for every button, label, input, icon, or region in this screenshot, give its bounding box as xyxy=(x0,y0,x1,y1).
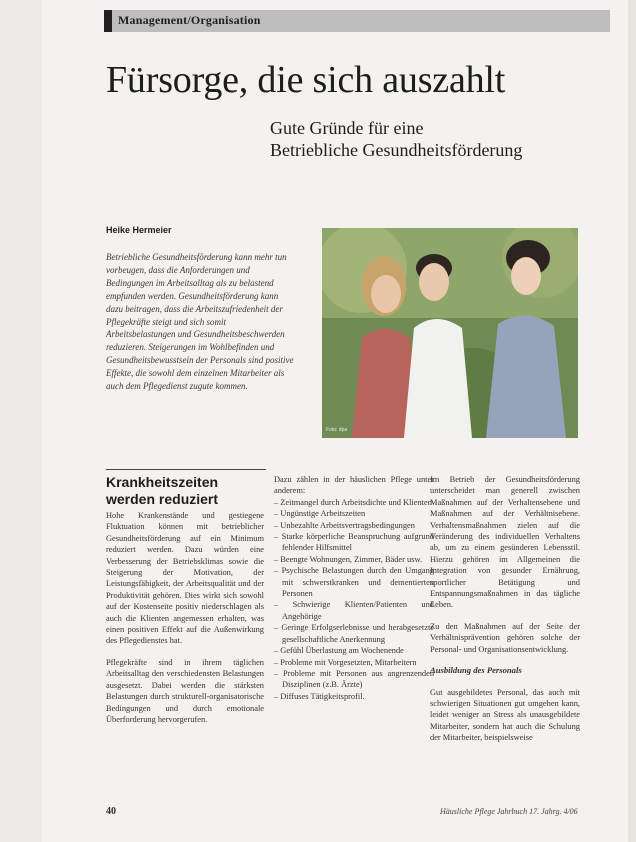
section-rule xyxy=(106,469,266,470)
subsection-heading: Ausbildung des Personals xyxy=(430,665,522,676)
subtitle-line-2: Betriebliche Gesundheitsförderung xyxy=(270,140,523,160)
subtitle-line-1: Gute Gründe für eine xyxy=(270,118,424,138)
paragraph: Im Betrieb der Gesundheitsförderung unterscheidet man generell zwischen Maßnahmen auf der Verhaltensebene und Maßnahmen auf der Verhältnisebene. Verhaltensmaßnahmen zielen auf die Veränderung des individuellen Verhaltens ab, um zu einem gesünderen Lebensstil. Hierzu gehören im Allgemeinen die Integration von gesunder Ernährung, sportlicher Betätigung und Entspannungsmaßnahmen in das tägliche Leben. xyxy=(430,475,580,610)
intro-text: Betriebliche Gesundheitsförderung kann mehr tun vorbeugen, dass die Anforderungen und Bedingungen im Arbeitsalltag als zu belastend empfunden werden. Gesundheitsförderung kann dazu beitragen, dass die Arbeitszufriedenheit der Pflegekräfte steigt und sich somit Arbeitsbelastungen und Gesundheitsbeschwerden reduzieren. Steigerungen im Wohlbefinden und Gesundheitsbewusstsein der Personals sind positive Effekte, die sowohl dem einzelnen Mitarbeiter als auch dem Pflegedienst zugute kommen. xyxy=(106,252,294,392)
list-item: – Probleme mit Personen aus angrenzenden Disziplinen (z.B. Ärzte) xyxy=(274,668,434,691)
article-photo xyxy=(322,228,578,438)
article-subtitle xyxy=(270,117,522,161)
list-item: – Schwierige Klienten/Patienten und Angehörige xyxy=(274,599,434,622)
journal-reference: Häusliche Pflege Jahrbuch 17. Jahrg. 4/06 xyxy=(440,807,578,816)
text-column-1 xyxy=(106,510,264,735)
list-item: – Geringe Erfolgserlebnisse und herabgesetzte gesellschaftliche Anerkennung xyxy=(274,622,434,645)
article-title: Fürsorge, die sich auszahlt xyxy=(106,59,506,101)
text-column-2 xyxy=(274,474,434,702)
author-name: Heike Hermeier xyxy=(106,225,172,235)
list-item: – Gefühl Überlastung am Wochenende xyxy=(274,645,434,656)
list-item: – Zeitmangel durch Arbeitsdichte und Klienten xyxy=(274,497,434,508)
article-intro xyxy=(106,251,296,393)
list-item: – Starke körperliche Beanspruchung aufgrund fehlender Hilfsmittel xyxy=(274,531,434,554)
page-margin-left xyxy=(0,0,42,842)
paragraph: Zu den Maßnahmen auf der Seite der Verhältnisprävention gehören solche der Personal- und Organisationsentwicklung. xyxy=(430,621,580,654)
photo-three-people-running xyxy=(322,228,578,438)
section-header-marker xyxy=(104,10,112,32)
paragraph: Hohe Krankenstände und gestiegene Fluktuation können mit betrieblicher Gesundheitsförderung auf ein Minimum reduziert werden. Dazu würden eine Verbesserung der Betriebsklimas sowie die Steigerung der Motivation, der Leistungsfähigkeit, der Arbeitsqualität und der Produktivität gehören. Dies wirkt sich sowohl auf der Kostenseite positiv niederschlagen als auch die Klienten angemessen erhalten, was einen positiven Effekt auf die Außenwirkung des Pflegedienstes hat. xyxy=(106,511,264,646)
list-item: – Unbezahlte Arbeitsvertragsbedingungen xyxy=(274,520,434,531)
burden-list xyxy=(274,497,434,702)
section-heading: Krankheitszeiten werden reduziert xyxy=(106,474,219,507)
text-column-3 xyxy=(430,474,580,754)
list-item: – Diffuses Tätigkeitsprofil. xyxy=(274,691,434,702)
photo-credit: Foto: dpa xyxy=(326,427,348,433)
section-header-label: Management/Organisation xyxy=(118,13,261,27)
list-item: – Psychische Belastungen durch den Umgang mit schwerstkranken und dementierten Personen xyxy=(274,565,434,599)
list-item: – Probleme mit Vorgesetzten, Mitarbeitern xyxy=(274,657,434,668)
page-number: 40 xyxy=(106,806,116,817)
list-item: – Beengte Wohnungen, Zimmer, Bäder usw. xyxy=(274,554,434,565)
paragraph: Gut ausgebildetes Personal, das auch mit schwierigen Situationen gut umgehen kann, leidet weniger an Stress als unausgebildete Mitarbeiter, sondern hat auch die Schulung der Mitarbeiter, beispielsweise xyxy=(430,687,580,743)
paragraph: Pflegekräfte sind in ihrem täglichen Arbeitsalltag den verschiedensten Belastungen ausgesetzt. Dabei werden die stärksten Belastungen durch strukturell-organisatorische Bedingungen und durch emotionale Überforderung hervorgerufen. xyxy=(106,657,264,724)
list-lead: Dazu zählen in der häuslichen Pflege unter anderem: xyxy=(274,475,434,496)
list-item: – Ungünstige Arbeitszeiten xyxy=(274,508,434,519)
page-margin-right xyxy=(628,0,636,842)
